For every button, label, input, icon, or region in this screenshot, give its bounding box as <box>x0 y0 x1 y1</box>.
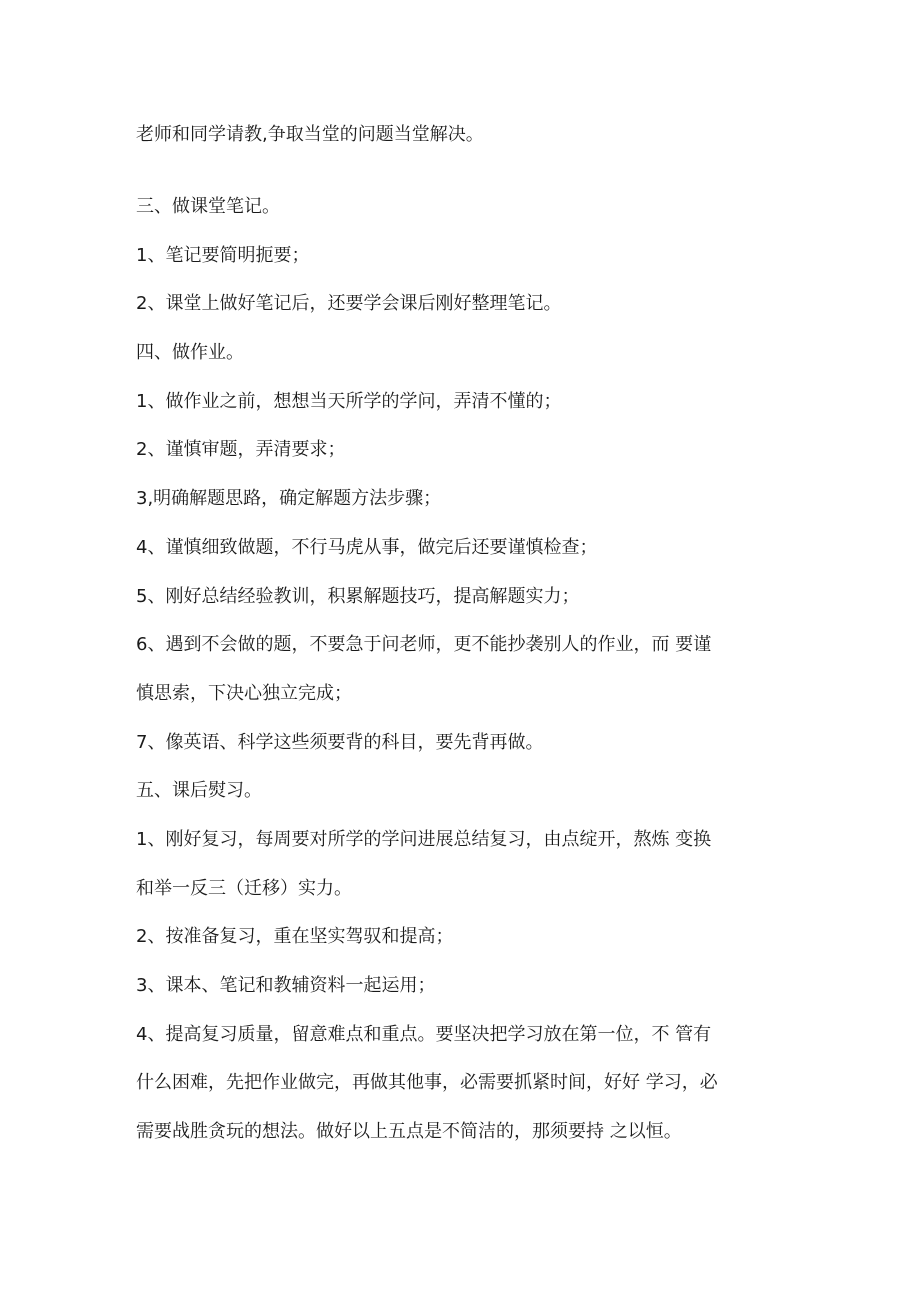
list-item: 7、像英语、科学这些须要背的科目，要先背再做。 <box>136 732 544 753</box>
list-item-continuation: 慎思索，下决心独立完成； <box>136 683 352 704</box>
list-item-continuation: 和举一反三（迁移）实力。 <box>136 878 352 899</box>
list-item: 3,明确解题思路，确定解题方法步骤； <box>136 488 442 509</box>
list-item: 2、谨慎审题，弄清要求； <box>136 439 346 460</box>
section-heading: 三、做课堂笔记。 <box>136 196 280 217</box>
section-heading: 四、做作业。 <box>136 342 244 363</box>
list-item: 5、刚好总结经验教训，积累解题技巧，提高解题实力； <box>136 586 580 607</box>
list-item: 4、谨慎细致做题，不行马虎从事，做完后还要谨慎检查； <box>136 537 598 558</box>
list-item: 2、课堂上做好笔记后，还要学会课后刚好整理笔记。 <box>136 293 562 314</box>
list-item: 1、做作业之前，想想当天所学的学问，弄清不懂的； <box>136 391 562 412</box>
section-heading: 五、课后熨习。 <box>136 780 262 801</box>
list-item: 1、刚好复习，每周要对所学的学问进展总结复习，由点绽开，熬炼 变换 <box>136 829 712 850</box>
list-item: 6、遇到不会做的题，不要急于问老师，更不能抄袭别人的作业，而 要谨 <box>136 634 712 655</box>
list-item-continuation: 什么困难，先把作业做完，再做其他事，必需要抓紧时间，好好 学习，必 <box>136 1072 718 1093</box>
list-item-continuation: 需要战胜贪玩的想法。做好以上五点是不简洁的，那须要持 之以恒。 <box>136 1121 682 1142</box>
list-item: 2、按准备复习，重在坚实驾驭和提高； <box>136 926 454 947</box>
text-line: 老师和同学请教,争取当堂的问题当堂解决。 <box>136 124 484 145</box>
list-item: 1、笔记要简明扼要； <box>136 245 310 266</box>
list-item: 3、课本、笔记和教辅资料一起运用； <box>136 975 436 996</box>
list-item: 4、提高复习质量，留意难点和重点。要坚决把学习放在第一位，不 管有 <box>136 1024 712 1045</box>
